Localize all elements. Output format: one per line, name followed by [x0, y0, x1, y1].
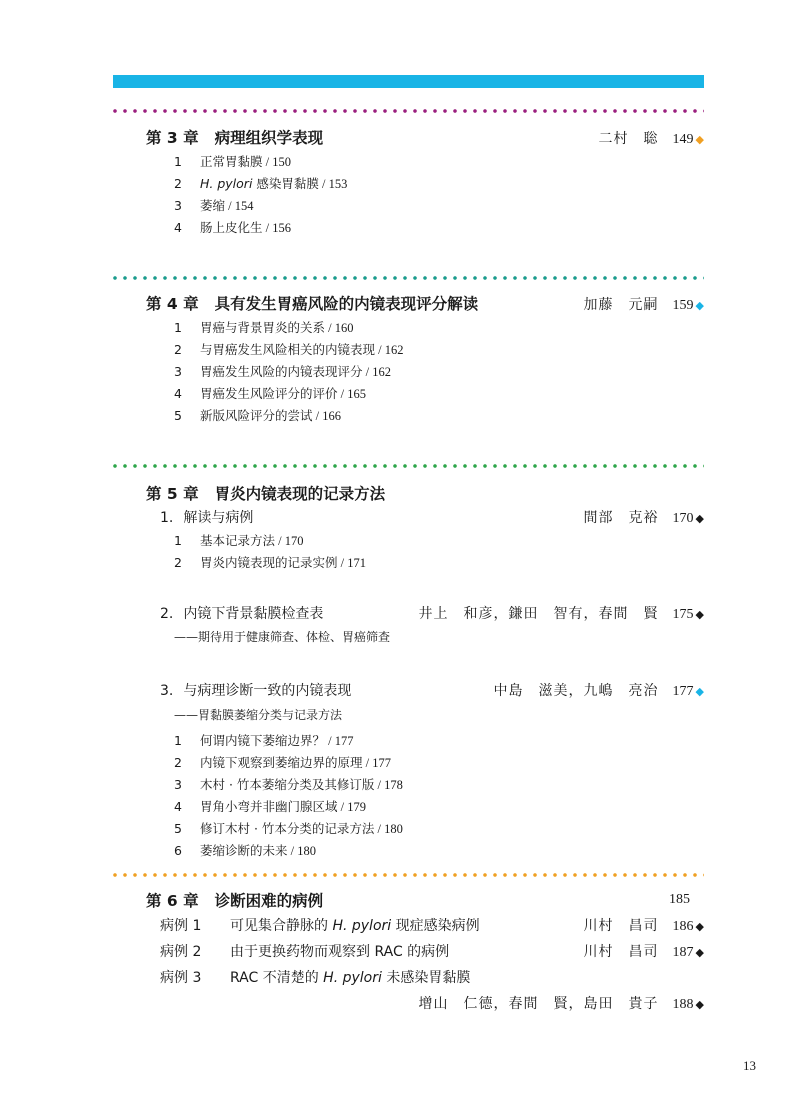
chapter-5-heading[interactable] — [146, 482, 385, 504]
section-5-2-author-line — [419, 603, 704, 623]
chapter-number: 第 3 章 — [146, 129, 199, 147]
toc-item[interactable]: 5 修订木村 · 竹本分类的记录方法 / 180 — [174, 821, 403, 836]
toc-item[interactable]: 1 基本记录方法 / 170 — [174, 533, 304, 548]
chapter-number: 第 5 章 — [146, 485, 199, 503]
case-2-author-line — [584, 941, 704, 961]
toc-item[interactable]: 3 木村 · 竹本萎缩分类及其修订版 / 178 — [174, 777, 403, 792]
page-number: 159 — [672, 298, 694, 313]
toc-item[interactable]: 1 胃癌与背景胃炎的关系 / 160 — [174, 320, 354, 335]
chapter-number: 第 6 章 — [146, 892, 199, 910]
author: 川村 昌司 — [583, 918, 659, 934]
section-5-2-heading[interactable]: 2. 内镜下背景黏膜检查表 — [160, 606, 324, 622]
author: 川村 昌司 — [583, 944, 659, 960]
toc-item[interactable]: 1 正常胃黏膜 / 150 — [174, 154, 291, 169]
toc-item[interactable]: 4 肠上皮化生 / 156 — [174, 220, 291, 235]
diamond-icon: ◆ — [695, 946, 704, 959]
chapter-title: 病理组织学表现 — [214, 129, 324, 147]
page-number: 185 — [669, 892, 690, 907]
author: 二村 聡 — [598, 131, 659, 147]
chapter-4-divider — [113, 276, 704, 280]
toc-item[interactable]: 2 胃炎内镜表现的记录实例 / 171 — [174, 555, 366, 570]
author: 增山 仁德，春間 賢，島田 貴子 — [418, 996, 659, 1012]
page-number: 149 — [672, 132, 694, 147]
diamond-icon: ◆ — [695, 685, 704, 698]
diamond-icon: ◆ — [695, 608, 704, 621]
page-number: 186 — [672, 919, 694, 934]
diamond-icon: ◆ — [695, 133, 704, 146]
chapter-5-divider — [113, 464, 704, 468]
chapter-4-author-line — [584, 294, 704, 314]
section-5-1-heading[interactable]: 1. 解读与病例 — [160, 510, 254, 526]
toc-item[interactable]: 5 新版风险评分的尝试 / 166 — [174, 408, 341, 423]
diamond-icon: ◆ — [695, 998, 704, 1011]
toc-item[interactable]: 3 胃癌发生风险的内镜表现评分 / 162 — [174, 364, 391, 379]
toc-item[interactable]: 1 何谓内镜下萎缩边界？ / 177 — [174, 733, 354, 748]
author: 加藤 元嗣 — [583, 297, 659, 313]
toc-item[interactable]: 2 内镜下观察到萎缩边界的原理 / 177 — [174, 755, 391, 770]
case-3-author-line — [419, 993, 704, 1013]
chapter-3-heading[interactable] — [146, 126, 323, 148]
chapter-6-heading[interactable] — [146, 889, 323, 911]
section-subtitle: ——胃黏膜萎缩分类与记录方法 — [174, 708, 343, 722]
case-1-author-line — [584, 915, 704, 935]
case-3[interactable]: 病例 3 RAC 不清楚的 H. pylori 未感染胃黏膜 — [160, 970, 471, 986]
toc-item[interactable]: 2 与胃癌发生风险相关的内镜表现 / 162 — [174, 342, 404, 357]
toc-item[interactable]: 2 H. pylori 感染胃黏膜 / 153 — [174, 176, 348, 191]
page-number: 187 — [672, 945, 694, 960]
author: 中島 滋美，九嶋 亮治 — [493, 683, 659, 699]
section-5-3-author-line — [494, 680, 704, 700]
section-subtitle: ——期待用于健康筛查、体检、胃癌筛查 — [174, 630, 391, 644]
chapter-number: 第 4 章 — [146, 295, 199, 313]
diamond-icon: ◆ — [695, 512, 704, 525]
toc-item[interactable]: 4 胃癌发生风险评分的评价 / 165 — [174, 386, 366, 401]
author: 井上 和彦，鎌田 智有，春間 賢 — [418, 606, 659, 622]
diamond-icon: ◆ — [695, 299, 704, 312]
chapter-3-divider — [113, 109, 704, 113]
page-folio: 13 — [743, 1058, 756, 1073]
author: 間部 克裕 — [583, 510, 659, 526]
page-number: 170 — [672, 511, 694, 526]
header-color-bar — [113, 75, 704, 88]
section-5-1-author-line — [584, 507, 704, 527]
section-5-3-heading[interactable]: 3. 与病理诊断一致的内镜表现 — [160, 683, 352, 699]
chapter-6-page-line — [655, 891, 690, 908]
toc-item[interactable]: 4 胃角小弯并非幽门腺区域 / 179 — [174, 799, 366, 814]
diamond-icon: ◆ — [695, 920, 704, 933]
chapter-6-divider — [113, 873, 704, 877]
chapter-4-heading[interactable] — [146, 292, 478, 314]
chapter-title: 具有发生胃癌风险的内镜表现评分解读 — [214, 295, 479, 313]
case-1[interactable]: 病例 1 可见集合静脉的 H. pylori 现症感染病例 — [160, 918, 480, 934]
toc-item[interactable]: 3 萎缩 / 154 — [174, 198, 254, 213]
page-number: 188 — [672, 997, 694, 1012]
case-2[interactable]: 病例 2 由于更换药物而观察到 RAC 的病例 — [160, 944, 450, 960]
chapter-title: 胃炎内镜表现的记录方法 — [214, 485, 386, 503]
page-number: 175 — [672, 607, 694, 622]
page-number: 177 — [672, 684, 694, 699]
toc-item[interactable]: 6 萎缩诊断的未来 / 180 — [174, 843, 316, 858]
chapter-3-author-line — [599, 128, 704, 148]
chapter-title: 诊断困难的病例 — [214, 892, 324, 910]
